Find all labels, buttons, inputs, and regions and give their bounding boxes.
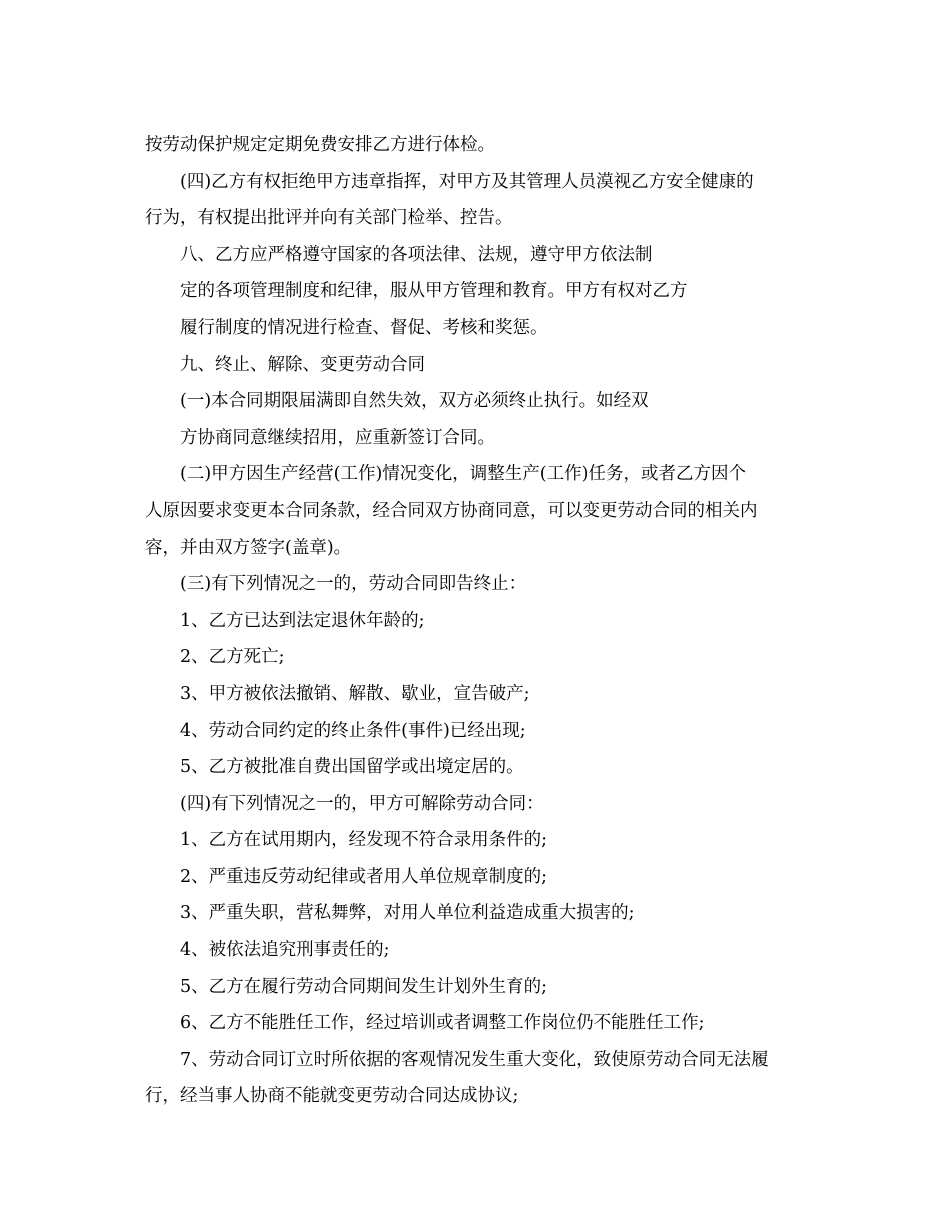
text-line: 3、严重失职，营私舞弊，对用人单位利益造成重大损害的; bbox=[180, 903, 635, 924]
text-line: 九、终止、解除、变更劳动合同 bbox=[180, 354, 425, 375]
text-line: 行为，有权提出批评并向有关部门检举、控告。 bbox=[145, 208, 513, 229]
text-line: 按劳动保护规定定期免费安排乙方进行体检。 bbox=[145, 135, 495, 155]
text-line: 5、乙方在履行劳动合同期间发生计划外生育的; bbox=[180, 976, 548, 997]
text-line: 6、乙方不能胜任工作，经过培训或者调整工作岗位仍不能胜任工作; bbox=[180, 1013, 705, 1034]
text-line: (一)本合同期限届满即自然失效，双方必须终止执行。如经双 bbox=[180, 391, 649, 412]
text-line: 4、劳动合同约定的终止条件(事件)已经出现; bbox=[180, 720, 526, 741]
text-line: 方协商同意继续招用，应重新签订合同。 bbox=[180, 427, 495, 448]
text-line: 八、乙方应严格遵守国家的各项法律、法规，遵守甲方依法制 bbox=[180, 244, 653, 265]
text-line: 3、甲方被依法撤销、解散、歇业，宣告破产; bbox=[180, 683, 530, 704]
text-line: (三)有下列情况之一的，劳动合同即告终止： bbox=[180, 574, 527, 595]
text-line: (四)有下列情况之一的，甲方可解除劳动合同： bbox=[180, 793, 544, 814]
text-line: (四)乙方有权拒绝甲方违章指挥，对甲方及其管理人员漠视乙方安全健康的 bbox=[180, 171, 754, 192]
text-line: 定的各项管理制度和纪律，服从甲方管理和教育。甲方有权对乙方 bbox=[180, 281, 688, 302]
text-line: 1、乙方已达到法定退休年龄的; bbox=[180, 610, 425, 631]
document-body bbox=[145, 127, 810, 1115]
text-line: (二)甲方因生产经营(工作)情况变化，调整生产(工作)任务，或者乙方因个 bbox=[180, 464, 746, 485]
text-line: 履行制度的情况进行检查、督促、考核和奖惩。 bbox=[180, 317, 548, 338]
text-line: 人原因要求变更本合同条款，经合同双方协商同意，可以变更劳动合同的相关内 bbox=[145, 500, 758, 521]
text-line: 7、劳动合同订立时所依据的客观情况发生重大变化，致使原劳动合同无法履 bbox=[180, 1049, 769, 1070]
text-line: 容，并由双方签字(盖章)。 bbox=[145, 537, 352, 558]
text-line: 5、乙方被批准自费出国留学或出境定居的。 bbox=[180, 757, 524, 778]
text-line: 行，经当事人协商不能就变更劳动合同达成协议; bbox=[145, 1086, 519, 1107]
text-line: 1、乙方在试用期内，经发现不符合录用条件的; bbox=[180, 830, 548, 851]
text-line: 4、被依法追究刑事责任的; bbox=[180, 940, 390, 961]
text-line: 2、严重违反劳动纪律或者用人单位规章制度的; bbox=[180, 866, 548, 887]
text-line: 2、乙方死亡; bbox=[180, 647, 285, 668]
